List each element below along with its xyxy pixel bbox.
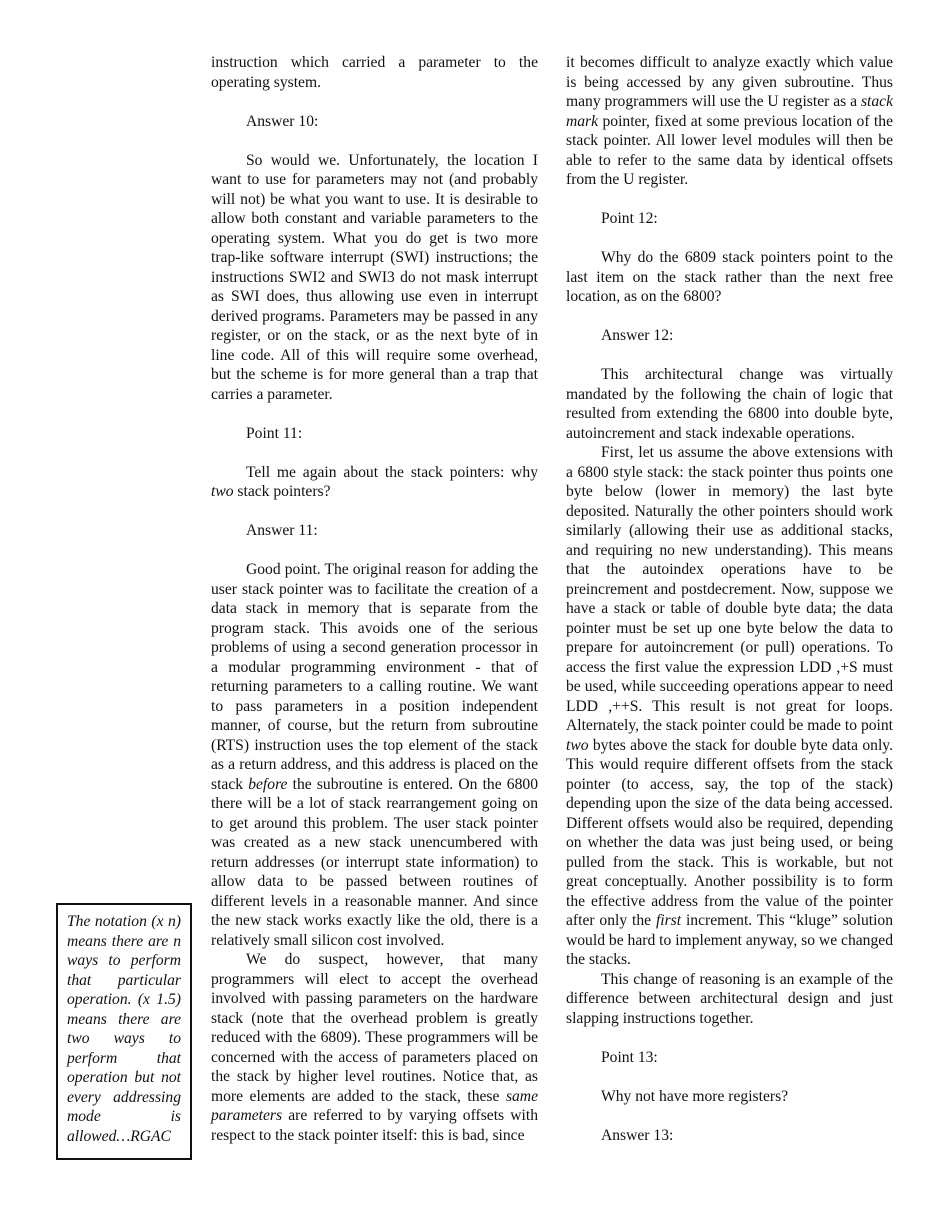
emphasis: stack mark [566, 93, 893, 130]
text-run: are referred to by varying offsets with respect to the stack pointer itself: this is bad, since [211, 1107, 538, 1144]
text-run: stack pointers? [233, 483, 331, 500]
text-run: bytes above the stack for double byte data only. This would require different offsets from the stack pointer (to access, say, the top of the stack) depending upon the size of the data being accessed. Different offsets would also be required, depending on whether the data was just being used, or being pulled from the stack. This is workable, but not great conceptually. Another possibility is to form the effective address from the value of the pointer after only the [566, 736, 893, 929]
text-run: We do suspect, however, that many programmers will elect to accept the overhead involved with passing parameters on the hardware stack (note that the overhead problem is greatly reduced with the 6809). These programmers will be concerned with the access of parameters placed on the stack by higher level routines. Notice that, as more elements are added to the stack, these [211, 951, 538, 1105]
answer-11-body-cont [211, 950, 538, 1145]
text-run: Tell me again about the stack pointers: why [246, 463, 538, 481]
answer-12-conclusion: This change of reasoning is an example of the difference between architectural design and just slapping instructions together. [566, 970, 893, 1027]
point-12-heading: Point 12: [601, 210, 658, 227]
paragraph [566, 53, 893, 190]
answer-12-heading: Answer 12: [601, 327, 674, 344]
answer-10-body: So would we. Unfortunately, the location I want to use for parameters may not (and probably will not) be what you want to use. It is desirable to allow both constant and variable parameters to the operating system. What you do get is two more trap-like software interrupt (SWI) instructions; the instructions SWI2 and SWI3 do not mask interrupt as SWI does, thus allowing use even in interrupt derived programs. Parameters may be passed in any register, or on the stack, or as the next byte of in line code. All of this will require some overhead, but the scheme is for more general than a trap that carries a parameter. [211, 151, 538, 403]
point-13-heading: Point 13: [601, 1048, 658, 1066]
text-run: pointer, fixed at some previous location of the stack pointer. All lower level modules will then be able to refer to the same data by identical offsets from the U register. [566, 112, 893, 188]
point-13-body: Why not have more registers? [601, 1087, 789, 1105]
point-11-heading: Point 11: [246, 424, 303, 442]
margin-sidenote: The notation (x n) means there are n ways to perform that particular operation. (x 1.5) means there are two ways to perform that operation but not every addressing mode is allowed…RGAC [56, 903, 192, 1160]
text-run: Good point. The original reason for adding the user stack pointer was to facilitate the creation of a data stack in memory that is separate from the program stack. This avoids one of the serious problems of using a second generation processor in a modular programming environment - that of returning parameters to a calling routine. We want to pass parameters in a position independent manner, of course, but the return from subroutine (RTS) instruction uses the top element of the stack as a return address, and this address is placed on the stack [211, 561, 538, 793]
point-12-body: Why do the 6809 stack pointers point to the last item on the stack rather than the next free location, as on the 6800? [566, 249, 893, 305]
emphasis: same parameters [211, 1087, 538, 1124]
text-run: it becomes difficult to analyze exactly which value is being accessed by any given subroutine. Thus many programmers will use the U register as a [566, 54, 893, 110]
answer-11-body [211, 560, 538, 950]
answer-12-body: This architectural change was virtually mandated by the following the chain of logic that resulted from extending the 6800 into double byte, autoincrement and stack indexable operations. [566, 366, 893, 442]
text-run: increment. This “kluge” solution would be hard to implement anyway, so we changed the stacks. [566, 912, 893, 968]
emphasis: two [566, 736, 589, 754]
point-11-body [211, 463, 538, 502]
text-run: the subroutine is entered. On the 6800 there will be a lot of stack rearrangement going on to get around this problem. The user stack pointer was created as a new stack unencumbered with return addresses (or interrupt state information) to allow data to be passed between routines of different levels in a reasonable manner. And since the new stack works exactly like the old, there is a relatively small silicon cost involved. [211, 775, 538, 949]
text-run: First, let us assume the above extensions with a 6800 style stack: the stack pointer thus points one byte below (lower in memory) the last byte deposited. Naturally the other pointers should work similarly (allowing their use as additional stacks, and requiring no new understanding). This means that the autoindex operations have to be preincrement and postdecrement. Now, suppose we have a stack or table of double byte data; the data pointer must be set up one byte below the data to prepare for autoincrement (or pull) operations. To access the first value the expression LDD ,+S must be used, while succeeding operations appear to need LDD ,++S. This result is not great for loops. Alternately, the stack pointer could be made to point [566, 444, 893, 734]
answer-11-heading: Answer 11: [246, 522, 318, 539]
paragraph [211, 53, 538, 92]
answer-10-heading: Answer 10: [246, 112, 319, 130]
emphasis: two [211, 483, 234, 500]
emphasis: before [248, 775, 288, 793]
answer-12-body-cont [566, 443, 893, 970]
emphasis: first [655, 912, 682, 929]
answer-13-heading: Answer 13: [601, 1126, 674, 1144]
right-column [566, 53, 893, 1145]
left-column [211, 53, 538, 1145]
paragraph-text: instruction which carried a parameter to the operating system. [211, 54, 538, 91]
